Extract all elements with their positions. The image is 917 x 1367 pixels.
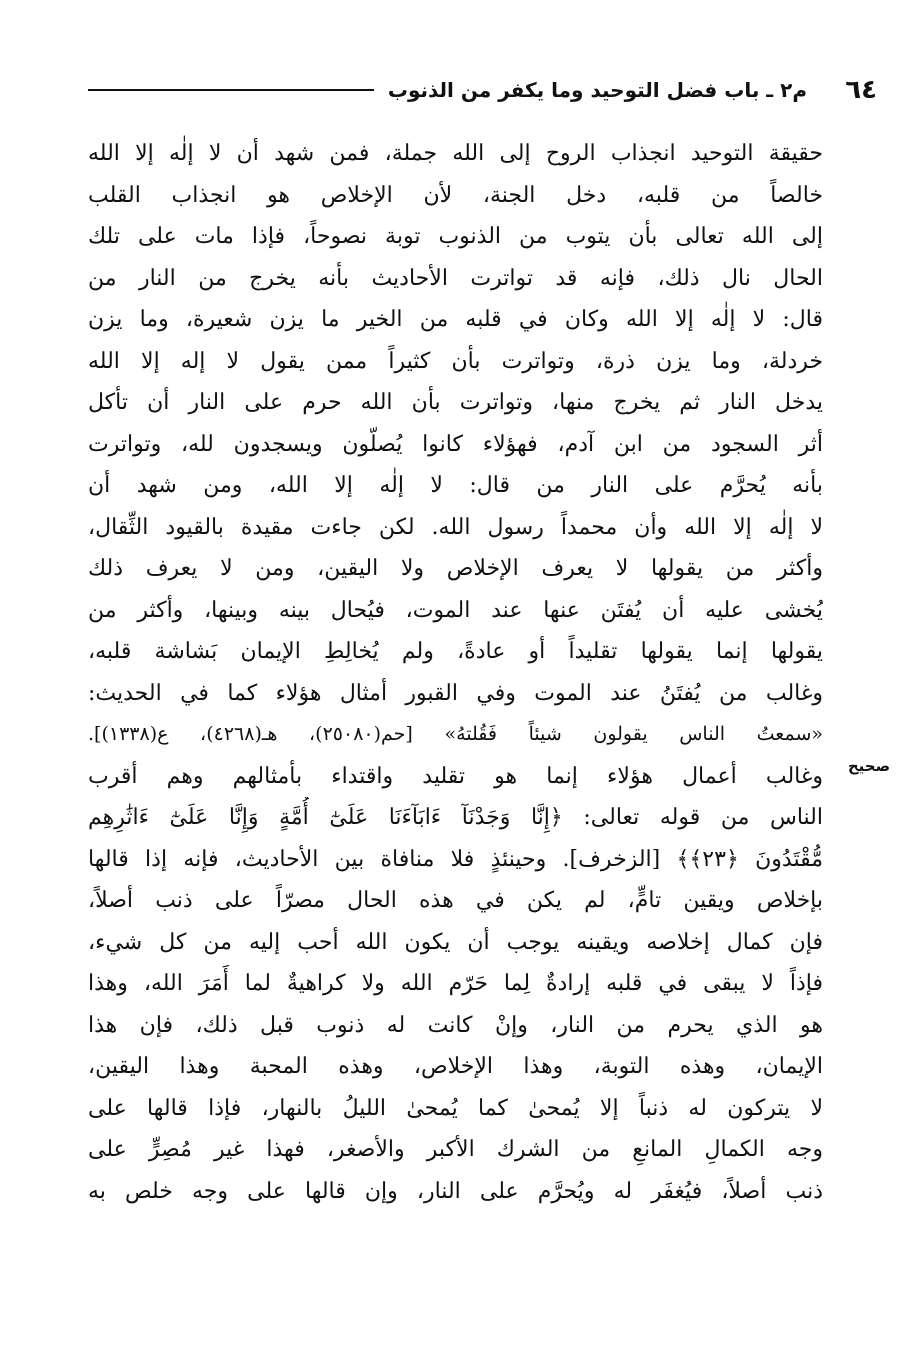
hadith-quote-line: «سمعتُ الناس يقولون شيئاً فَقُلتهُ» [حم(٢٥٠٨٠)، هـ(٤٢٦٨)، ع(١٣٣٨)].: [88, 723, 823, 745]
text-line: فإن كمال إخلاصه ويقينه يوجب أن يكون الله أحب إليه من كل شيء،: [88, 929, 823, 955]
text-line: الإيمان، وهذه التوبة، وهذا الإخلاص، وهذه المحبة وهذا اليقين،: [88, 1054, 823, 1079]
text-line: وأكثر من يقولها لا يعرف الإخلاص ولا اليقين، ومن لا يعرف ذلك: [88, 556, 823, 581]
text-line: قال: لا إلٰه إلا الله وكان في قلبه من الخير ما يزن شعيرة، وما يزن: [88, 307, 823, 332]
text-line: وغالب من يُفتَنُ عند الموت وفي القبور أمثال هؤلاء كما في الحديث:: [88, 680, 823, 706]
text-line: بأنه يُحرَّم على النار من قال: لا إلٰه إلا الله، ومن شهد أن: [88, 473, 823, 498]
quran-verse-line: مُّقْتَدُونَ ﴿٢٣﴾﴾ [الزخرف]. وحينئذٍ فلا منافاة بين الأحاديث، فإنه إذا قالها: [88, 846, 823, 872]
text-line: خردلة، وما يزن ذرة، وتواترت بأن كثيراً ممن يقول لا إله إلا الله: [88, 348, 823, 374]
text-line: لا يتركون له ذنباً إلا يُمحىٰ كما يُمحىٰ الليلُ بالنهار، فإذا قالها على: [88, 1095, 823, 1121]
header-rule: [88, 89, 374, 91]
text-line: هو الذي يحرم من النار، وإنْ كانت له ذنوب قبل ذلك، فإن هذا: [88, 1012, 823, 1038]
text-line: وجه الكمالِ المانعِ من الشرك الأكبر والأصغر، فهذا غير مُصِرٍّ على: [88, 1137, 823, 1162]
running-title: م٢ ـ باب فضل التوحيد وما يكفر من الذنوب: [387, 78, 807, 102]
text-line: فإذاً لا يبقى في قلبه إرادةٌ لِما حَرّم الله ولا كراهيةٌ لما أَمَرَ الله، وهذا: [88, 971, 823, 996]
text-line: الحال نال ذلك، فإنه قد تواترت الأحاديث بأنه يخرج من النار من: [88, 265, 823, 291]
quran-verse-line: الناس من قوله تعالى: ﴿إِنَّا وَجَدْنَآ ءَابَآءَنَا عَلَىٰٓ أُمَّةٍ وَإِنَّا عَلَىٰٓ ءَاثَٰرِهِم: [88, 805, 823, 830]
text-line: خالصاً من قلبه، دخل الجنة، لأن الإخلاص هو انجذاب القلب: [88, 182, 823, 208]
text-line: لا إلٰه إلا الله وأن محمداً رسول الله. لكن جاءت مقيدة بالقيود الثِّقال،: [88, 514, 823, 540]
text-line: يدخل النار ثم يخرج منها، وتواترت بأن الله حرم على النار أن تأكل: [88, 390, 823, 415]
text-line: يُخشى عليه أن يُفتَن عنها عند الموت، فيُحال بينه وبينها، وأكثر من: [88, 597, 823, 623]
text-line: وغالب أعمال هؤلاء إنما هو تقليد واقتداء بأمثالهم وهم أقرب: [88, 763, 823, 789]
text-line: أثر السجود من ابن آدم، فهؤلاء كانوا يُصلّون ويسجدون لله، وتواترت: [88, 431, 823, 457]
text-line: يقولها إنما يقولها تقليداً أو عادةً، ولم يُخالِطِ الإيمان بَشاشة قلبه،: [88, 639, 823, 664]
text-line: حقيقة التوحيد انجذاب الروح إلى الله جملة، فمن شهد أن لا إلٰه إلا الله: [88, 141, 823, 166]
text-line: ذنب أصلاً، فيُغفَر له ويُحرَّم على النار، وإن قالها على وجه خلص به: [88, 1178, 823, 1204]
page-number: ٦٤: [845, 75, 877, 105]
body-text: [88, 133, 823, 1212]
page-header: [88, 70, 877, 110]
text-line: إلى الله تعالى بأن يتوب من الذنوب توبة نصوحاً، فإذا مات على تلك: [88, 224, 823, 249]
text-line: بإخلاص ويقين تامٍّ، لم يكن في هذه الحال مصرّاً على ذنب أصلاً،: [88, 888, 823, 913]
margin-note-sahih: صحيح: [847, 757, 891, 775]
